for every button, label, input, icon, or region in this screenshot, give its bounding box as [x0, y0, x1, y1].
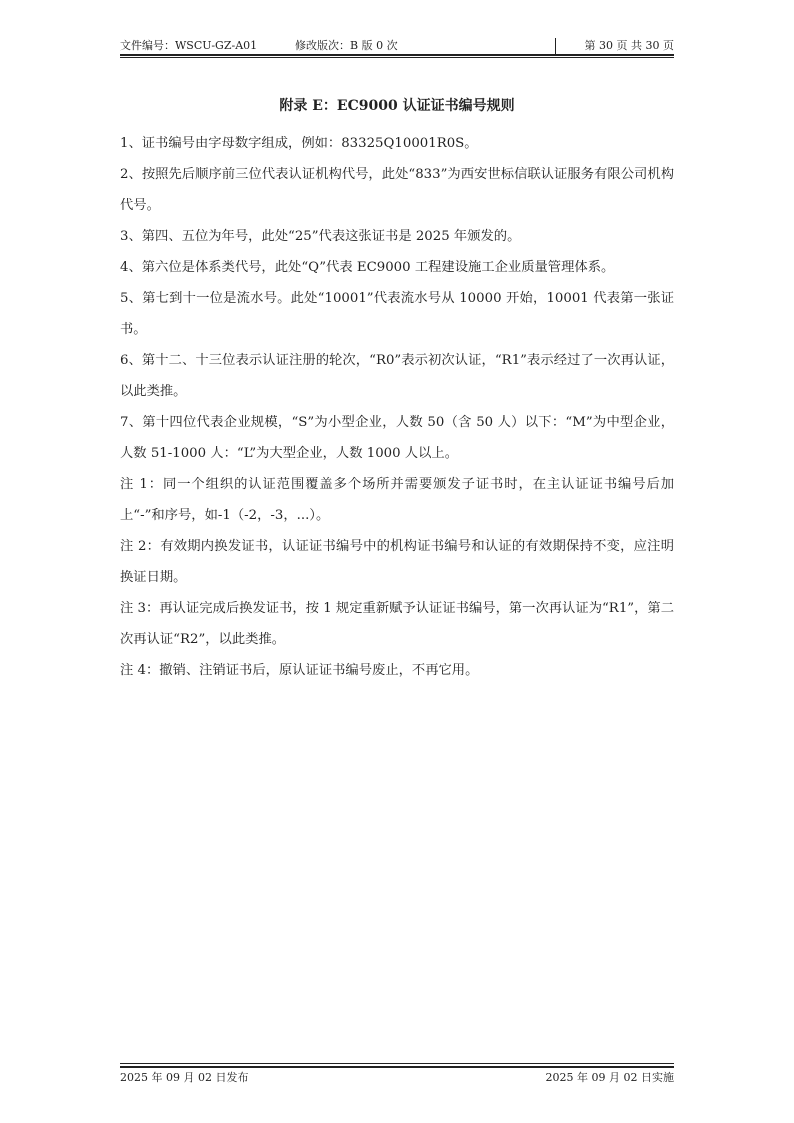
page-header: [120, 36, 674, 56]
paragraph-3: 3、第四、五位为年号，此处“25”代表这张证书是 2025 年颁发的。: [120, 229, 521, 244]
header-rule-thin: [120, 57, 674, 58]
effective-date: 2025 年 09 月 02 日实施: [545, 1071, 674, 1084]
footer-rule-thin: [120, 1063, 674, 1064]
appendix-title: 附录 E：EC9000 认证证书编号规则: [279, 98, 515, 114]
page-number: 第 30 页 共 30 页: [584, 39, 674, 52]
note-3: 注 3：再认证完成后换发证书，按 1 规定重新赋予认证证书编号，第一次再认证为“R1”，第二次再认证“R2”，以此类推。: [120, 601, 674, 647]
paragraph-1: 1、证书编号由字母数字组成，例如：83325Q10001R0S。: [120, 136, 478, 151]
note-1: 注 1：同一个组织的认证范围覆盖多个场所并需要颁发子证书时，在主认证证书编号后加上“-”和序号，如-1（-2，-3，...）。: [120, 477, 674, 523]
paragraph-4: 4、第六位是体系类代号，此处“Q”代表 EC9000 工程建设施工企业质量管理体系。: [120, 260, 615, 275]
paragraph-5: 5、第七到十一位是流水号。此处“10001”代表流水号从 10000 开始，10001 代表第一张证书。: [120, 291, 674, 337]
paragraph-2: 2、按照先后顺序前三位代表认证机构代号，此处“833”为西安世标信联认证服务有限公司机构代号。: [120, 167, 674, 213]
paragraph-6: 6、第十二、十三位表示认证注册的轮次，“R0”表示初次认证，“R1”表示经过了一次再认证，以此类推。: [120, 353, 674, 399]
document-body: [120, 128, 674, 686]
document-number: 文件编号：WSCU-GZ-A01: [120, 39, 258, 52]
issue-date: 2025 年 09 月 02 日发布: [120, 1071, 249, 1084]
note-2: 注 2：有效期内换发证书，认证证书编号中的机构证书编号和认证的有效期保持不变，应注明换证日期。: [120, 539, 674, 585]
header-divider: [555, 38, 556, 54]
paragraph-7: 7、第十四位代表企业规模，“S”为小型企业，人数 50（含 50 人）以下：“M”为中型企业，人数 51-1000 人：“L”为大型企业，人数 1000 人以上。: [120, 415, 674, 461]
page-footer: [120, 1068, 674, 1088]
note-4: 注 4：撤销、注销证书后，原认证证书编号废止，不再它用。: [120, 663, 479, 678]
header-rule: [120, 54, 674, 56]
revision-number: 修改版次：B 版 0 次: [295, 39, 398, 52]
